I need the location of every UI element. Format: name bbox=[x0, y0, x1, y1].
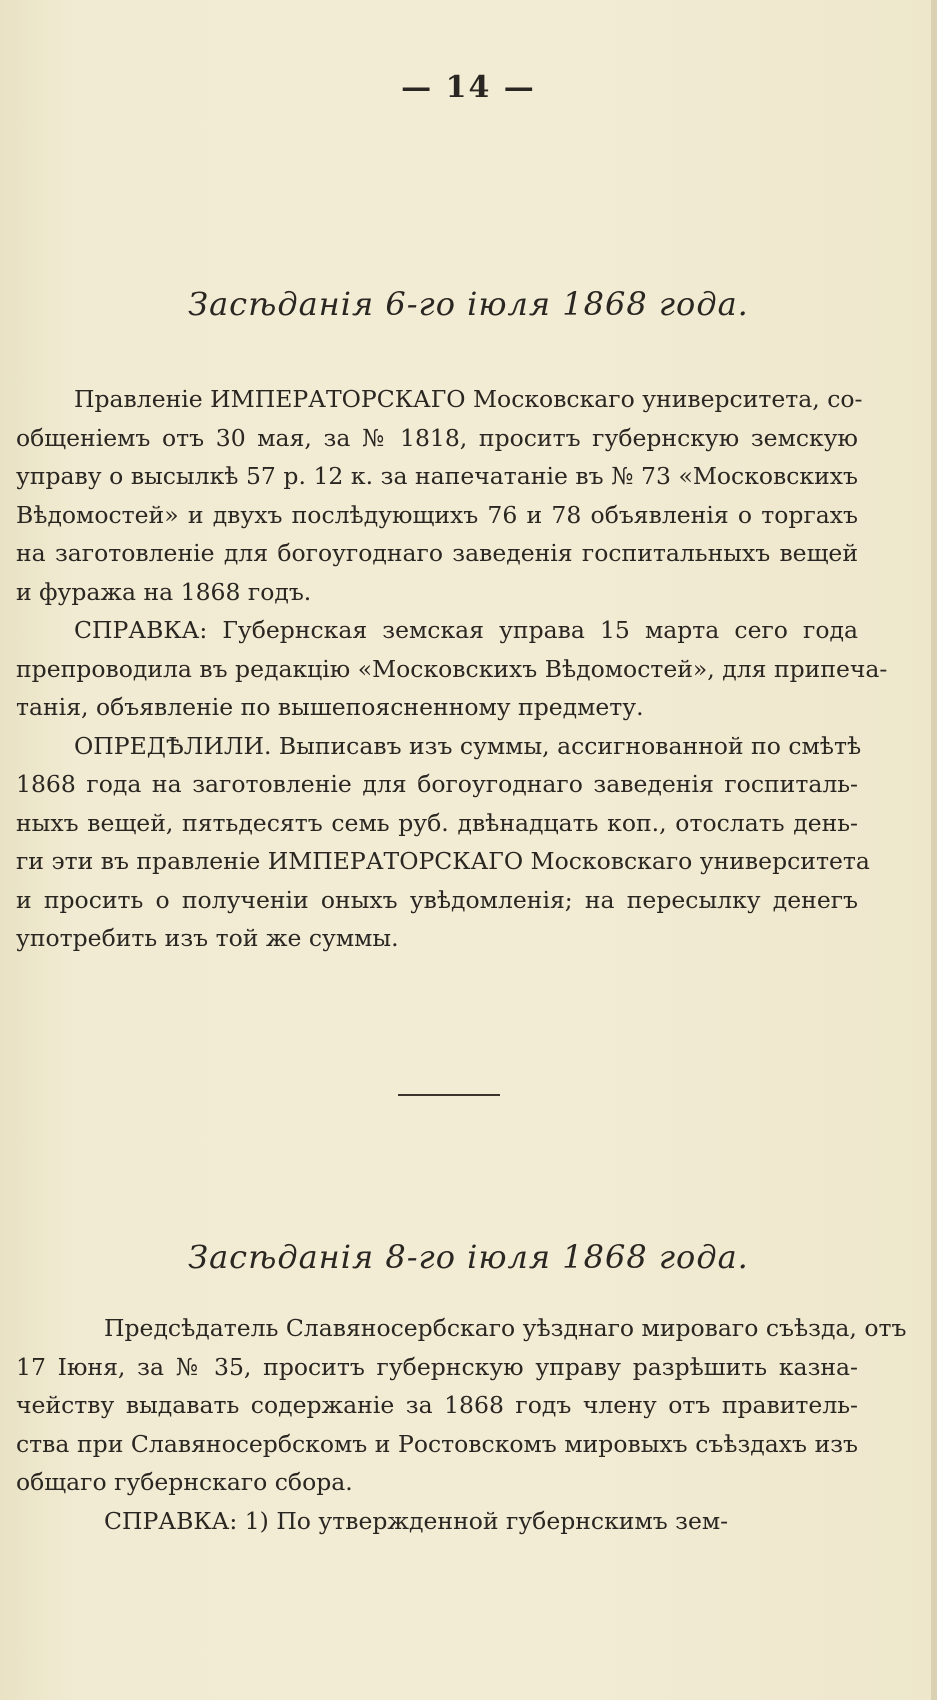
text-line: Вѣдомостей» и двухъ послѣдующихъ 76 и 78 объявленія о торгахъ bbox=[16, 500, 858, 529]
text-line: употребить изъ той же суммы. bbox=[16, 924, 399, 952]
text-line: управу о высылкѣ 57 р. 12 к. за напечатаніе въ № 73 «Московскихъ bbox=[16, 462, 858, 490]
text-line: общаго губернскаго сбора. bbox=[16, 1468, 353, 1496]
text-line: и просить о полученіи оныхъ увѣдомленія; на пересылку денегъ bbox=[16, 885, 858, 914]
text-line: танія, объявленіе по вышепоясненному предмету. bbox=[16, 693, 644, 721]
section-2-heading: Засѣданія 8-го іюля 1868 года. bbox=[188, 1238, 749, 1276]
text-line: 17 Іюня, за № 35, проситъ губернскую управу разрѣшить казна- bbox=[16, 1352, 858, 1381]
section-2-body bbox=[16, 1309, 907, 1540]
text-line: на заготовленіе для богоугоднаго заведенія госпитальныхъ вещей bbox=[16, 539, 858, 567]
text-line: общеніемъ отъ 30 мая, за № 1818, проситъ губернскую земскую bbox=[16, 423, 858, 452]
text-line: и фуража на 1868 годъ. bbox=[16, 577, 312, 606]
text-line: 1868 года на заготовленіе для богоугоднаго заведенія госпиталь- bbox=[16, 770, 858, 798]
text-line: ства при Славяносербскомъ и Ростовскомъ мировыхъ съѣздахъ изъ bbox=[16, 1429, 858, 1458]
section-divider bbox=[398, 1094, 500, 1096]
text-line: препроводила въ редакцію «Московскихъ Вѣдомостей», для припеча- bbox=[16, 654, 888, 683]
page-number: — 14 — bbox=[401, 70, 536, 105]
text-line: Предсѣдатель Славяносербскаго уѣзднаго мироваго съѣзда, отъ bbox=[104, 1314, 907, 1342]
page-edge bbox=[931, 0, 937, 1700]
text-line: ныхъ вещей, пятьдесятъ семь руб. двѣнадцать коп., отослать день- bbox=[16, 808, 858, 837]
text-line: чейству выдавать содержаніе за 1868 годъ члену отъ правитель- bbox=[16, 1391, 858, 1419]
text-line: Правленіе ИМПЕРАТОРСКАГО Московскаго университета, со- bbox=[74, 385, 863, 413]
text-line: СПРАВКА: Губернская земская управа 15 марта сего года bbox=[74, 616, 858, 644]
text-line: СПРАВКА: 1) По утвержденной губернскимъ зем- bbox=[104, 1506, 729, 1535]
section-1-heading: Засѣданія 6-го іюля 1868 года. bbox=[188, 285, 749, 323]
section-1-body bbox=[16, 380, 888, 958]
text-line: ги эти въ правленіе ИМПЕРАТОРСКАГО Московскаго университета bbox=[16, 847, 870, 875]
text-line: ОПРЕДѢЛИЛИ. Выписавъ изъ суммы, ассигнованной по смѣтѣ bbox=[74, 731, 862, 760]
